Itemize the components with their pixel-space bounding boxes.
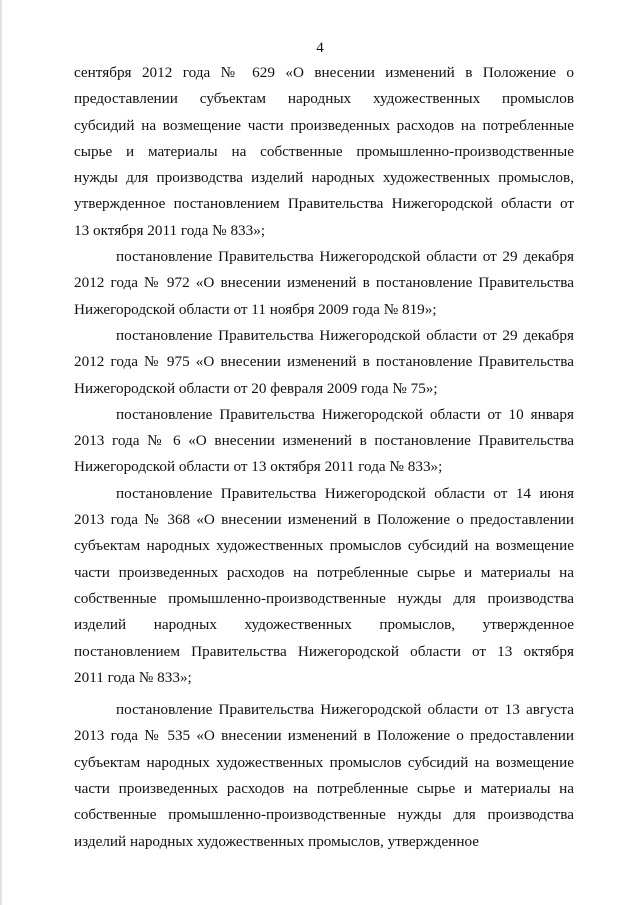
text-line: сентября 2012 года № 629 «О внесении изменений в Положение о <box>74 64 574 81</box>
text-line: 2012 года № 972 «О внесении изменений в постановление Правительства <box>74 274 574 292</box>
paragraph <box>74 481 574 691</box>
text-line: собственные промышленно-производственные нужды для производства <box>74 589 574 607</box>
text-line: 13 октября 2011 года № 833»; <box>74 221 266 239</box>
text-line: субсидий на возмещение части произведенных расходов на потребленные <box>74 116 574 134</box>
text-line: постановление Правительства Нижегородской области от 10 января <box>116 405 574 423</box>
text-line: части произведенных расходов на потребленные сырье и материалы на <box>74 780 574 798</box>
text-line: постановление Правительства Нижегородской области от 29 декабря <box>116 326 574 344</box>
text-line: Нижегородской области от 20 февраля 2009 года № 75»; <box>74 379 438 397</box>
text-line: постановление Правительства Нижегородской области от 29 декабря <box>116 248 574 266</box>
text-line: постановление Правительства Нижегородской области от 13 августа <box>116 701 574 719</box>
text-line: постановление Правительства Нижегородской области от 14 июня <box>116 484 574 502</box>
text-line: субъектам народных художественных промыслов субсидий на возмещение <box>74 753 574 771</box>
text-line: предоставлении субъектам народных художественных промыслов <box>74 90 574 108</box>
text-line: Нижегородской области от 13 октября 2011 года № 833»; <box>74 458 443 476</box>
text-line: 2012 года № 975 «О внесении изменений в постановление Правительства <box>74 353 574 371</box>
paragraph <box>74 323 574 402</box>
text-line: постановлением Правительства Нижегородской области от 13 октября <box>74 642 574 660</box>
document-body <box>74 60 574 855</box>
text-line: сырье и материалы на собственные промышленно-производственные <box>74 142 574 160</box>
paragraph <box>74 60 574 244</box>
text-line: 2011 года № 833»; <box>74 668 192 686</box>
text-line: нужды для производства изделий народных художественных промыслов, <box>74 169 574 187</box>
paragraph <box>74 697 574 855</box>
text-line: собственные промышленно-производственные нужды для производства <box>74 806 574 824</box>
text-line: 2013 года № 535 «О внесении изменений в Положение о предоставлении <box>74 727 574 745</box>
text-line: субъектам народных художественных промыслов субсидий на возмещение <box>74 537 574 555</box>
text-line: изделий народных художественных промыслов, утвержденное <box>74 616 574 634</box>
text-line: утвержденное постановлением Правительства Нижегородской области от <box>74 195 574 213</box>
text-line: Нижегородской области от 11 ноября 2009 года № 819»; <box>74 300 437 318</box>
text-line: части произведенных расходов на потребленные сырье и материалы на <box>74 563 574 581</box>
text-line: 2013 года № 6 «О внесении изменений в постановление Правительства <box>74 432 574 450</box>
paragraph <box>74 402 574 481</box>
text-line: 2013 года № 368 «О внесении изменений в Положение о предоставлении <box>74 511 574 529</box>
page-edge <box>0 0 3 905</box>
page-number: 4 <box>316 40 324 56</box>
text-line: изделий народных художественных промыслов, утвержденное <box>74 832 479 850</box>
paragraph <box>74 244 574 323</box>
